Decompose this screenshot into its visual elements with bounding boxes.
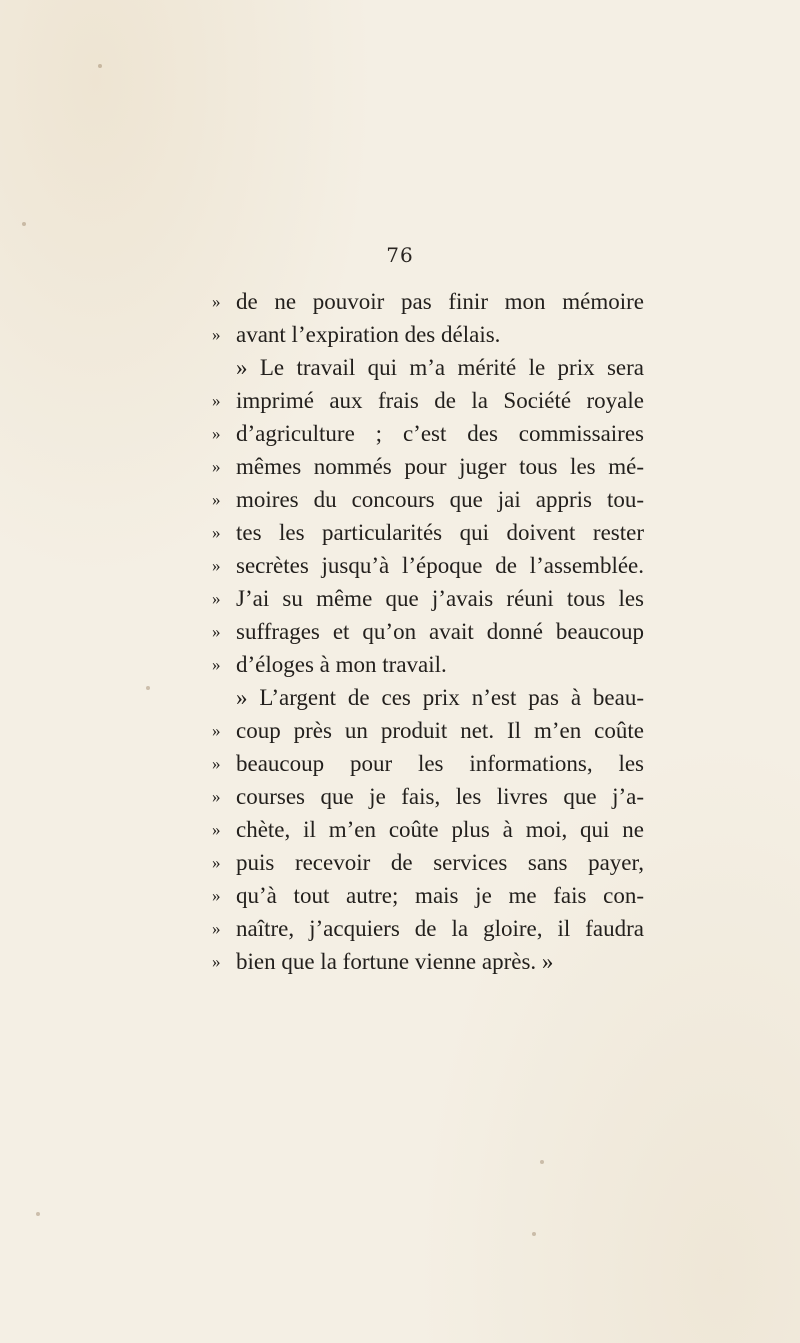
line-text: courses que je fais, les livres que j’a- <box>236 784 644 809</box>
quote-mark: » <box>212 853 221 872</box>
line-text: » Le travail qui m’a mérité le prix sera <box>236 355 644 380</box>
quote-mark: » <box>212 886 221 905</box>
text-line <box>212 813 644 846</box>
paper-speck <box>22 222 26 226</box>
quote-mark: » <box>212 787 221 806</box>
quote-mark: » <box>212 490 221 509</box>
quote-mark: » <box>212 391 221 410</box>
quote-mark: » <box>212 457 221 476</box>
text-line <box>212 912 644 945</box>
text-line <box>212 450 644 483</box>
paper-speck <box>532 1232 536 1236</box>
text-line <box>212 285 644 318</box>
text-line <box>212 714 644 747</box>
quote-mark: » <box>212 523 221 542</box>
line-text: qu’à tout autre; mais je me fais con- <box>236 883 644 908</box>
line-text: secrètes jusqu’à l’époque de l’assemblée. <box>236 553 644 578</box>
text-line <box>212 945 644 978</box>
line-text: avant l’expiration des délais. <box>236 322 501 347</box>
line-text: J’ai su même que j’avais réuni tous les <box>236 586 644 611</box>
quote-mark: » <box>212 424 221 443</box>
quote-mark: » <box>212 952 221 971</box>
line-text: moires du concours que jai appris tou- <box>236 487 644 512</box>
text-line <box>212 318 644 351</box>
text-line <box>212 681 644 714</box>
line-text: tes les particularités qui doivent rester <box>236 520 644 545</box>
line-text: puis recevoir de services sans payer, <box>236 850 644 875</box>
paper-speck <box>98 64 102 68</box>
line-text: naître, j’acquiers de la gloire, il faudra <box>236 916 644 941</box>
line-text: d’agriculture ; c’est des commissaires <box>236 421 644 446</box>
paper-speck <box>36 1212 40 1216</box>
text-line <box>212 483 644 516</box>
quote-mark: » <box>212 820 221 839</box>
line-text: bien que la fortune vienne après. » <box>236 949 554 974</box>
paper-speck <box>540 1160 544 1164</box>
line-text: suffrages et qu’on avait donné beaucoup <box>236 619 644 644</box>
paper-speck <box>146 686 150 690</box>
text-line <box>212 879 644 912</box>
text-line <box>212 846 644 879</box>
text-line <box>212 351 644 384</box>
quote-mark: » <box>212 292 221 311</box>
text-line <box>212 648 644 681</box>
text-line <box>212 417 644 450</box>
line-text: coup près un produit net. Il m’en coûte <box>236 718 644 743</box>
line-text: mêmes nommés pour juger tous les mé- <box>236 454 644 479</box>
quote-mark: » <box>212 589 221 608</box>
line-text: beaucoup pour les informations, les <box>236 751 644 776</box>
text-line <box>212 516 644 549</box>
text-line <box>212 549 644 582</box>
quote-mark: » <box>212 919 221 938</box>
text-line <box>212 582 644 615</box>
body-text <box>212 285 644 978</box>
line-text: d’éloges à mon travail. <box>236 652 447 677</box>
text-line <box>212 747 644 780</box>
line-text: » L’argent de ces prix n’est pas à beau- <box>236 685 644 710</box>
quote-mark: » <box>212 754 221 773</box>
text-line <box>212 615 644 648</box>
quote-mark: » <box>212 622 221 641</box>
quote-mark: » <box>212 325 221 344</box>
line-text: chète, il m’en coûte plus à moi, qui ne <box>236 817 644 842</box>
quote-mark: » <box>212 655 221 674</box>
text-line <box>212 384 644 417</box>
page-number: 76 <box>386 243 414 267</box>
text-line <box>212 780 644 813</box>
quote-mark: » <box>212 721 221 740</box>
line-text: imprimé aux frais de la Société royale <box>236 388 644 413</box>
line-text: de ne pouvoir pas finir mon mémoire <box>236 289 644 314</box>
quote-mark: » <box>212 556 221 575</box>
